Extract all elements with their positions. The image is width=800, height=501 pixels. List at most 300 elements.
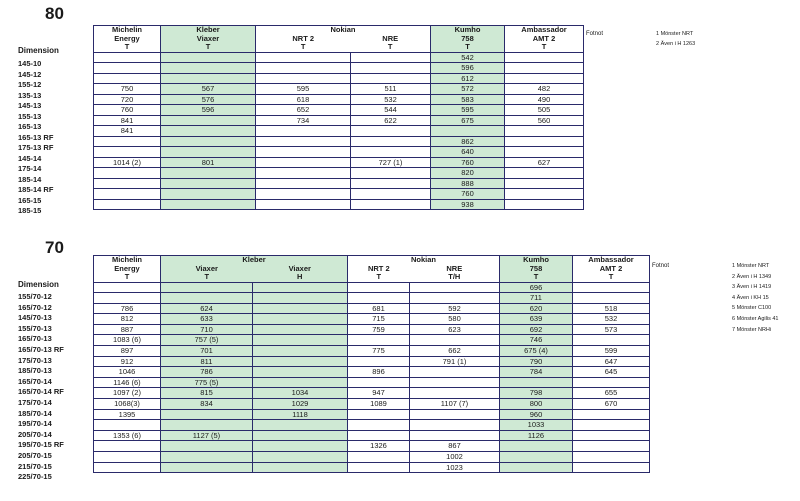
table-cell: [351, 199, 431, 210]
table-cell: 560: [505, 115, 584, 126]
table-row: [94, 388, 650, 399]
table-row: [94, 441, 650, 452]
table-row: [94, 293, 650, 304]
table-cell: [161, 420, 253, 431]
table-cell: 888: [431, 178, 505, 189]
michelin-header-80: Michelin Energy T: [94, 26, 161, 53]
table-cell: 639: [500, 314, 573, 325]
table-cell: 645: [573, 367, 650, 378]
table-cell: [573, 377, 650, 388]
table-row: [94, 335, 650, 346]
table-cell: [94, 52, 161, 63]
table-cell: [161, 147, 256, 158]
table-cell: 750: [94, 84, 161, 95]
table-cell: [351, 63, 431, 74]
table-cell: 573: [573, 324, 650, 335]
table-row: [94, 356, 650, 367]
table-cell: [256, 73, 351, 84]
dimension-label: 205/70-14: [18, 429, 52, 439]
section-70-title: 70: [45, 238, 64, 257]
table-row: [94, 199, 584, 210]
kleber-header-80: Kleber Viaxer T: [161, 26, 256, 53]
dimension-label: 195/70-15 RF: [18, 440, 64, 450]
table-cell: 798: [500, 388, 573, 399]
table-cell: [348, 282, 410, 293]
table-row: [94, 409, 650, 420]
table-cell: 800: [500, 399, 573, 410]
table-cell: [94, 452, 161, 463]
table-cell: 592: [410, 303, 500, 314]
table-cell: [253, 377, 348, 388]
table-cell: 947: [348, 388, 410, 399]
table-cell: 518: [573, 303, 650, 314]
dimension-header-80: Dimension: [18, 46, 59, 55]
footnote-item: 1 Mönster NRT: [656, 31, 694, 37]
table-row: [94, 420, 650, 431]
table-cell: [505, 63, 584, 74]
table-cell: 862: [431, 136, 505, 147]
table-cell: 595: [256, 84, 351, 95]
dimension-label: 185/70-13: [18, 366, 52, 376]
table-cell: 622: [351, 115, 431, 126]
dimension-label: 175/70-13: [18, 355, 52, 365]
table-row: [94, 367, 650, 378]
table-cell: 759: [348, 324, 410, 335]
table-cell: [253, 420, 348, 431]
table-cell: 912: [94, 356, 161, 367]
table-cell: [505, 189, 584, 200]
dimension-label: 165/70-14 RF: [18, 387, 64, 397]
table-cell: [505, 126, 584, 137]
table-cell: [161, 136, 256, 147]
table-cell: 652: [256, 105, 351, 116]
table-cell: 757 (5): [161, 335, 253, 346]
table-cell: [573, 293, 650, 304]
table-cell: [94, 420, 161, 431]
table-cell: [410, 335, 500, 346]
table-cell: [253, 314, 348, 325]
table-cell: [573, 335, 650, 346]
table-cell: 841: [94, 115, 161, 126]
table-row: [94, 430, 650, 441]
dimension-label: 155-12: [18, 80, 42, 89]
table-cell: [94, 63, 161, 74]
table-cell: [161, 441, 253, 452]
footnote-item: 2 Även i H 1263: [656, 41, 696, 47]
table-cell: [348, 377, 410, 388]
table-cell: [94, 168, 161, 179]
table-cell: [351, 147, 431, 158]
section-80-title: 80: [45, 4, 64, 23]
table-cell: [256, 63, 351, 74]
table-cell: [161, 409, 253, 420]
table-cell: 624: [161, 303, 253, 314]
table-70: [93, 255, 650, 473]
fotnot-70: Fotnot: [652, 263, 670, 269]
nokian-header-70: Nokian NRT 2 NRE T T/H: [348, 256, 500, 283]
dimension-label: 145-13: [18, 101, 42, 110]
dimension-label: 195/70-14: [18, 419, 52, 429]
table-cell: 786: [94, 303, 161, 314]
table-cell: [410, 282, 500, 293]
table-row: [94, 303, 650, 314]
footnote-item: 6 Mönster Agilis 41: [732, 316, 779, 322]
table-cell: [161, 452, 253, 463]
table-cell: [410, 409, 500, 420]
table-cell: 1023: [410, 462, 500, 473]
table-row: [94, 189, 584, 200]
table-cell: 811: [161, 356, 253, 367]
table-cell: [256, 136, 351, 147]
table-cell: 1083 (6): [94, 335, 161, 346]
table-cell: [500, 377, 573, 388]
table-row: [94, 147, 584, 158]
table-cell: [253, 356, 348, 367]
dimension-label: 165/70-13 RF: [18, 345, 64, 354]
table-cell: 612: [431, 73, 505, 84]
table-cell: 812: [94, 314, 161, 325]
dimension-label: 145-12: [18, 69, 42, 79]
dimension-label: 225/70-15: [18, 472, 52, 482]
dimension-label: 185-15: [18, 206, 42, 215]
table-cell: [348, 293, 410, 304]
table-cell: 1097 (2): [94, 388, 161, 399]
table-cell: [253, 367, 348, 378]
dimension-label: 165/70-14: [18, 376, 52, 386]
table-row: [94, 178, 584, 189]
table-cell: 627: [505, 157, 584, 168]
footnote-item: 7 Mönster NRHi: [732, 326, 772, 333]
table-cell: 482: [505, 84, 584, 95]
table-cell: [253, 462, 348, 473]
table-cell: 1029: [253, 399, 348, 410]
table-cell: [161, 168, 256, 179]
table-cell: 887: [94, 324, 161, 335]
table-cell: [351, 168, 431, 179]
table-cell: [573, 462, 650, 473]
dimension-label: 185-14: [18, 174, 42, 184]
table-cell: 1326: [348, 441, 410, 452]
table-cell: 692: [500, 324, 573, 335]
table-row: [94, 346, 650, 357]
table-cell: [256, 157, 351, 168]
table-cell: 576: [161, 94, 256, 105]
table-cell: [348, 452, 410, 463]
table-row: [94, 157, 584, 168]
table-cell: [348, 420, 410, 431]
table-cell: [256, 189, 351, 200]
table-cell: [94, 293, 161, 304]
table-row: [94, 282, 650, 293]
table-cell: 960: [500, 409, 573, 420]
table-cell: 567: [161, 84, 256, 95]
table-row: [94, 94, 584, 105]
table-cell: [94, 199, 161, 210]
table-cell: 490: [505, 94, 584, 105]
dimension-label: 185-14 RF: [18, 185, 54, 194]
table-cell: [161, 462, 253, 473]
table-cell: 618: [256, 94, 351, 105]
table-cell: [161, 189, 256, 200]
table-row: [94, 314, 650, 325]
table-cell: 1107 (7): [410, 399, 500, 410]
table-cell: [94, 178, 161, 189]
table-row: [94, 105, 584, 116]
table-cell: 1126: [500, 430, 573, 441]
table-cell: [505, 147, 584, 158]
table-cell: 786: [161, 367, 253, 378]
table-cell: 775 (5): [161, 377, 253, 388]
table-cell: [161, 282, 253, 293]
table-cell: [573, 441, 650, 452]
footnote-item: 1 Mönster NRT: [732, 263, 770, 269]
table-cell: 727 (1): [351, 157, 431, 168]
table-cell: [573, 430, 650, 441]
table-cell: 623: [410, 324, 500, 335]
table-cell: [348, 335, 410, 346]
table-cell: 820: [431, 168, 505, 179]
table-row: [94, 462, 650, 473]
table-cell: 1034: [253, 388, 348, 399]
table-cell: 897: [94, 346, 161, 357]
table-cell: 734: [256, 115, 351, 126]
table-cell: [410, 420, 500, 431]
table-80: [93, 25, 584, 210]
table-cell: [505, 178, 584, 189]
table-cell: 542: [431, 52, 505, 63]
table-cell: 640: [431, 147, 505, 158]
table-cell: [500, 452, 573, 463]
table-cell: [94, 136, 161, 147]
table-cell: 790: [500, 356, 573, 367]
table-cell: 1395: [94, 409, 161, 420]
table-cell: [505, 136, 584, 147]
table-cell: [256, 178, 351, 189]
dimension-label: 145/70-13: [18, 313, 52, 323]
table-cell: 583: [431, 94, 505, 105]
table-cell: [505, 168, 584, 179]
table-cell: [505, 52, 584, 63]
table-cell: 596: [161, 105, 256, 116]
dimension-label: 205/70-15: [18, 451, 52, 460]
table-cell: [351, 189, 431, 200]
table-cell: [351, 126, 431, 137]
table-cell: 1068(3): [94, 399, 161, 410]
table-cell: 746: [500, 335, 573, 346]
table-cell: 711: [500, 293, 573, 304]
table-cell: [253, 293, 348, 304]
michelin-header-70: Michelin Energy T: [94, 256, 161, 283]
table-cell: [94, 189, 161, 200]
table-cell: [161, 73, 256, 84]
table-cell: 801: [161, 157, 256, 168]
footnote-item: 2 Även i H 1349: [732, 273, 772, 280]
table-cell: 710: [161, 324, 253, 335]
table-cell: 620: [500, 303, 573, 314]
table-row: [94, 73, 584, 84]
dimension-label: 165-15: [18, 195, 42, 205]
table-cell: [431, 126, 505, 137]
kumho-header-80: Kumho 758 T: [431, 26, 505, 53]
table-cell: 596: [431, 63, 505, 74]
table-cell: [500, 462, 573, 473]
table-cell: [256, 168, 351, 179]
table-row: [94, 324, 650, 335]
table-cell: [348, 356, 410, 367]
table-cell: 1002: [410, 452, 500, 463]
table-cell: 775: [348, 346, 410, 357]
table-cell: [505, 199, 584, 210]
table-cell: 834: [161, 399, 253, 410]
dimension-header-70: Dimension: [18, 280, 59, 289]
table-cell: [410, 367, 500, 378]
dimension-label: 155/70-12: [18, 292, 52, 301]
table-cell: [253, 441, 348, 452]
table-cell: [94, 282, 161, 293]
table-cell: [410, 293, 500, 304]
table-cell: [351, 73, 431, 84]
table-cell: [256, 126, 351, 137]
dimension-label: 175-14: [18, 164, 42, 173]
table-cell: [253, 282, 348, 293]
table-cell: [573, 409, 650, 420]
dimension-label: 155/70-13: [18, 323, 52, 333]
table-cell: [351, 52, 431, 63]
dimension-label: 145-10: [18, 59, 42, 68]
table-cell: 505: [505, 105, 584, 116]
table-cell: [410, 388, 500, 399]
table-row: [94, 52, 584, 63]
table-cell: [505, 73, 584, 84]
table-cell: 896: [348, 367, 410, 378]
table-cell: [94, 441, 161, 452]
footnote-item: 3 Även i H 1419: [732, 284, 772, 291]
table-cell: [253, 324, 348, 335]
table-cell: 681: [348, 303, 410, 314]
table-cell: [253, 335, 348, 346]
nokian-header-80: Nokian NRT 2 NRE T T: [256, 26, 431, 53]
ambassador-header-80: Ambassador AMT 2 T: [505, 26, 584, 53]
table-cell: 696: [500, 282, 573, 293]
dimension-label: 165-13 RF: [18, 132, 54, 142]
table-cell: 595: [431, 105, 505, 116]
table-cell: [253, 430, 348, 441]
table-cell: 1033: [500, 420, 573, 431]
table-cell: 760: [94, 105, 161, 116]
dimension-label: 165/70-12: [18, 302, 52, 312]
table-cell: 599: [573, 346, 650, 357]
table-cell: [256, 52, 351, 63]
table-cell: [161, 52, 256, 63]
table-cell: 1118: [253, 409, 348, 420]
table-cell: 532: [351, 94, 431, 105]
table-row: [94, 168, 584, 179]
table-row: [94, 115, 584, 126]
table-cell: 784: [500, 367, 573, 378]
table-row: [94, 126, 584, 137]
dimension-label: 175-13 RF: [18, 143, 54, 152]
table-cell: [94, 73, 161, 84]
table-cell: 1046: [94, 367, 161, 378]
table-cell: [253, 346, 348, 357]
table-row: [94, 377, 650, 388]
table-cell: [161, 199, 256, 210]
table-cell: 1146 (6): [94, 377, 161, 388]
table-cell: 715: [348, 314, 410, 325]
table-cell: [573, 452, 650, 463]
table-cell: [161, 115, 256, 126]
table-cell: [573, 282, 650, 293]
table-row: [94, 399, 650, 410]
table-cell: 701: [161, 346, 253, 357]
table-row: [94, 84, 584, 95]
table-cell: [161, 126, 256, 137]
table-cell: [351, 136, 431, 147]
table-cell: 511: [351, 84, 431, 95]
table-cell: [253, 303, 348, 314]
dimension-label: 145-14: [18, 153, 42, 163]
table-cell: 662: [410, 346, 500, 357]
dimension-label: 165/70-13: [18, 334, 52, 344]
table-cell: 791 (1): [410, 356, 500, 367]
table-cell: 1014 (2): [94, 157, 161, 168]
table-cell: [500, 441, 573, 452]
table-cell: 1353 (6): [94, 430, 161, 441]
table-cell: [573, 420, 650, 431]
table-cell: 1089: [348, 399, 410, 410]
table-cell: [161, 63, 256, 74]
dimension-label: 215/70-15: [18, 461, 52, 471]
table-cell: 675 (4): [500, 346, 573, 357]
table-cell: [253, 452, 348, 463]
table-cell: 580: [410, 314, 500, 325]
table-cell: 633: [161, 314, 253, 325]
table-cell: [348, 409, 410, 420]
table-cell: [410, 430, 500, 441]
table-cell: [351, 178, 431, 189]
kumho-header-70: Kumho 758 T: [500, 256, 573, 283]
table-cell: 720: [94, 94, 161, 105]
table-cell: 532: [573, 314, 650, 325]
table-cell: [348, 430, 410, 441]
dimension-label: 135-13: [18, 90, 42, 100]
table-row: [94, 452, 650, 463]
footnote-item: 5 Mönster C100: [732, 305, 772, 312]
table-cell: 655: [573, 388, 650, 399]
fotnot-80: Fotnot: [586, 31, 604, 37]
table-cell: [348, 462, 410, 473]
table-cell: 867: [410, 441, 500, 452]
kleber-header-70: Kleber Viaxer Viaxer T H: [161, 256, 348, 283]
table-cell: [256, 147, 351, 158]
dimension-label: 155-13: [18, 111, 42, 121]
table-cell: 841: [94, 126, 161, 137]
table-row: [94, 63, 584, 74]
table-cell: [256, 199, 351, 210]
dimension-label: 185/70-14: [18, 408, 52, 418]
table-cell: [94, 462, 161, 473]
dimension-label: 165-13: [18, 122, 42, 131]
table-cell: 544: [351, 105, 431, 116]
table-cell: 760: [431, 189, 505, 200]
table-cell: 938: [431, 199, 505, 210]
table-cell: [94, 147, 161, 158]
table-cell: 760: [431, 157, 505, 168]
table-cell: [410, 377, 500, 388]
footnote-item: 4 Även i KH 15: [732, 294, 769, 301]
dimension-label: 175/70-14: [18, 398, 52, 407]
table-cell: 572: [431, 84, 505, 95]
